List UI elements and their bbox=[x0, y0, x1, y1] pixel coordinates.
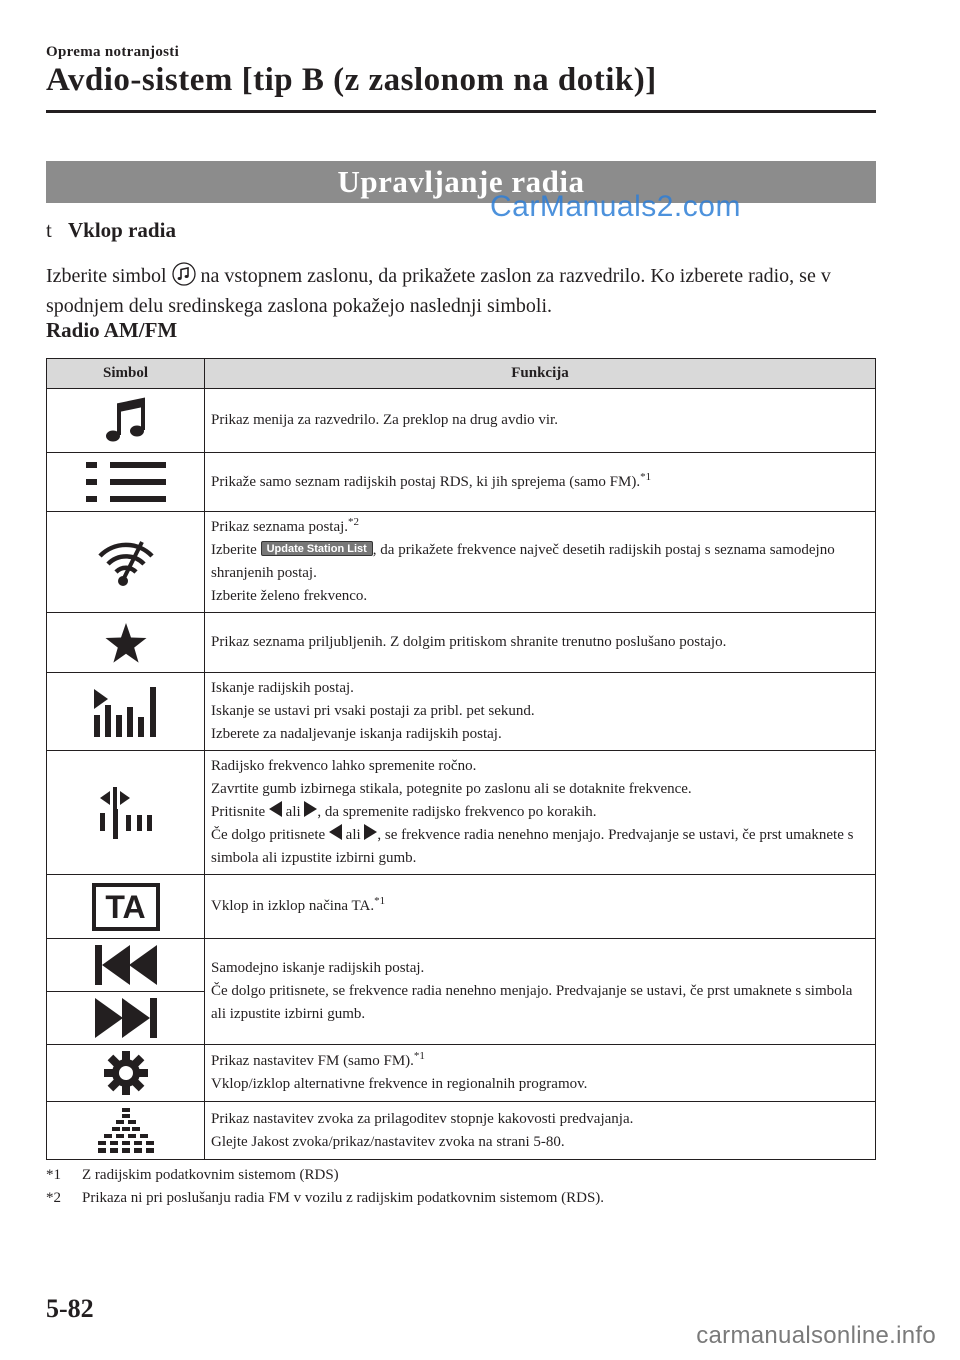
footnotes bbox=[46, 1164, 604, 1210]
sub-heading-text: Vklop radia bbox=[68, 218, 176, 242]
row-line: Samodejno iskanje radijskih postaj. bbox=[211, 960, 425, 976]
table-row bbox=[47, 512, 876, 613]
row-text: Prikaz menija za razvedrilo. Za preklop na drug avdio vir. bbox=[205, 389, 876, 453]
row-text bbox=[205, 1045, 876, 1102]
table-row bbox=[47, 1102, 876, 1160]
row-text bbox=[205, 939, 876, 1045]
tune-icon bbox=[47, 751, 205, 875]
arrow-left-icon[interactable] bbox=[269, 801, 282, 817]
table-row bbox=[47, 875, 876, 939]
header-divider bbox=[46, 110, 876, 113]
row-line-text: , da spremenite radijsko frekvenco po korakih. bbox=[317, 804, 597, 820]
row-text bbox=[205, 751, 876, 875]
footnote-ref: *1 bbox=[374, 895, 386, 907]
row-line bbox=[211, 824, 869, 870]
row-line: Iskanje radijskih postaj. bbox=[211, 680, 354, 696]
table-row bbox=[47, 389, 876, 453]
music-note-icon bbox=[172, 262, 196, 286]
sub-heading bbox=[46, 218, 176, 243]
row-line: Iskanje se ustavi pri vsaki postaji za pribl. pet sekund. bbox=[211, 703, 535, 719]
ta-badge: TA bbox=[92, 883, 160, 931]
row-line-text: Pritisnite bbox=[211, 804, 266, 820]
radio-label: Radio AM/FM bbox=[46, 318, 178, 342]
page-number: 5-82 bbox=[46, 1294, 94, 1323]
row-line-text: Če dolgo pritisnete bbox=[211, 827, 326, 843]
section-label: Oprema notranjosti bbox=[46, 44, 180, 60]
footnote-text: Prikaza ni pri poslušanju radia FM v vozilu z radijskim podatkovnim sistemom (RDS). bbox=[82, 1190, 605, 1206]
row-text bbox=[205, 673, 876, 751]
section-banner: Upravljanje radia bbox=[46, 161, 876, 203]
row-line: Prikaz nastavitev zvoka za prilagoditev stopnje kakovosti predvajanja. bbox=[211, 1110, 634, 1127]
intro-text-2: na vstopnem zaslonu, da prikažete zaslon za razvedrilo. Ko izberete radio, se v spodnjem delu sredinskega zaslona pokažejo naslednji simboli. bbox=[46, 265, 831, 317]
symbol-table bbox=[46, 358, 876, 1160]
footnote-ref: *1 bbox=[640, 470, 652, 483]
row-line bbox=[211, 539, 869, 585]
row-line-text: Prikaz seznama postaj. bbox=[211, 519, 349, 535]
table-row bbox=[47, 939, 876, 992]
row-line: Če dolgo pritisnete, se frekvence radia nenehno menjajo. Predvajanje se ustavi, če prst umaknete s simbola ali izpustite izbirni gumb. bbox=[211, 983, 853, 1022]
row-line: Vklop/izklop alternativne frekvence in regionalnih programov. bbox=[211, 1076, 588, 1092]
table-row bbox=[47, 1045, 876, 1102]
row-line bbox=[211, 1050, 869, 1073]
row-line: Izberite želeno frekvenco. bbox=[211, 588, 368, 604]
col-header-function: Funkcija bbox=[205, 359, 876, 389]
footnote-key: *2 bbox=[46, 1190, 61, 1206]
scan-icon bbox=[47, 673, 205, 751]
update-station-list-button[interactable]: Update Station List bbox=[261, 541, 373, 556]
row-line-text: ali bbox=[285, 804, 301, 820]
row-text bbox=[205, 512, 876, 613]
row-line bbox=[211, 516, 869, 539]
ta-icon bbox=[47, 875, 205, 939]
row-line-text: Prikaz nastavitev FM (samo FM). bbox=[211, 1053, 414, 1069]
arrow-left-icon[interactable] bbox=[329, 824, 342, 840]
footnote-key: *1 bbox=[46, 1167, 61, 1183]
watermark-top: CarManuals2.com bbox=[490, 190, 741, 223]
arrow-right-icon[interactable] bbox=[304, 801, 317, 817]
row-text bbox=[205, 1102, 876, 1160]
row-line-text: ali bbox=[345, 827, 361, 843]
equalizer-icon bbox=[47, 1102, 205, 1160]
gear-icon bbox=[47, 1045, 205, 1102]
row-line: Radijsko frekvenco lahko spremenite ročno. bbox=[211, 758, 477, 774]
col-header-symbol: Simbol bbox=[47, 359, 205, 389]
list-icon bbox=[47, 453, 205, 512]
intro-paragraph bbox=[46, 261, 878, 321]
page-title: Avdio-sistem [tip B (z zaslonom na dotik)] bbox=[46, 62, 657, 98]
footnote-ref: *2 bbox=[348, 516, 360, 528]
row-text-main: Vklop in izklop načina TA. bbox=[211, 898, 375, 914]
footnote-item bbox=[46, 1187, 604, 1210]
star-icon bbox=[47, 613, 205, 673]
radio-signal-icon bbox=[47, 512, 205, 613]
row-text-main: Prikaže samo seznam radijskih postaj RDS, ki jih sprejema (samo FM). bbox=[211, 473, 641, 490]
heading-marker: t bbox=[46, 218, 52, 242]
footnote-item bbox=[46, 1164, 604, 1187]
row-text: Prikaz seznama priljubljenih. Z dolgim pritiskom shranite trenutno poslušano postajo. bbox=[205, 613, 876, 673]
table-row bbox=[47, 613, 876, 673]
footnote-text: Z radijskim podatkovnim sistemom (RDS) bbox=[82, 1167, 339, 1183]
row-line-text: , se frekvence radia nenehno menjajo. Predvajanje se ustavi, če prst umaknete s simbola ali izpustite izbirni gumb. bbox=[211, 827, 854, 866]
table-row bbox=[47, 673, 876, 751]
row-line: Izberete za nadaljevanje iskanja radijskih postaj. bbox=[211, 726, 502, 742]
arrow-right-icon[interactable] bbox=[364, 824, 377, 840]
skip-back-icon bbox=[47, 939, 205, 992]
row-line: Zavrtite gumb izbirnega stikala, potegnite po zaslonu ali se dotaknite frekvence. bbox=[211, 781, 692, 797]
skip-forward-icon bbox=[47, 992, 205, 1045]
row-line-text: , da prikažete frekvence največ desetih radijskih postaj s seznama samodejno shranjenih postaj. bbox=[211, 542, 835, 581]
row-text bbox=[205, 453, 876, 512]
table-header-row bbox=[47, 359, 876, 389]
music-note-icon bbox=[47, 389, 205, 453]
footnote-ref: *1 bbox=[413, 1050, 425, 1062]
row-line bbox=[211, 801, 869, 824]
row-line: Glejte Jakost zvoka/prikaz/nastavitev zvoka na strani 5-80. bbox=[211, 1133, 565, 1150]
row-line-text: Izberite bbox=[211, 542, 257, 558]
intro-text-1: Izberite simbol bbox=[46, 265, 167, 287]
table-row bbox=[47, 751, 876, 875]
row-text bbox=[205, 875, 876, 939]
watermark-bottom: carmanualsonline.info bbox=[696, 1322, 936, 1349]
table-row bbox=[47, 453, 876, 512]
